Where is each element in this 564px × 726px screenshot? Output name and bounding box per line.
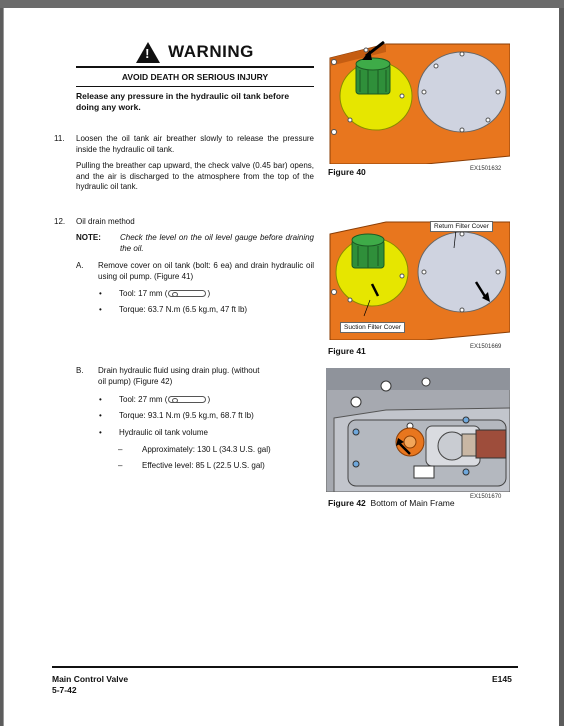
return-filter-cover-label: Return Filter Cover (430, 221, 493, 232)
main-frame-bottom-illustration (326, 368, 510, 492)
note-text: Check the level on the oil level gauge before draining the oil. (120, 233, 314, 253)
figure-40-code: EX1501632 (470, 166, 502, 172)
figure-40-image (326, 40, 510, 164)
sub-b-torque: • Torque: 93.1 N.m (9.5 kg.m, 68.7 ft lb) (119, 411, 254, 422)
sub-b-tool-text: Tool: 27 mm ( (119, 395, 168, 404)
warning-box (76, 38, 314, 113)
sub-b-text: Drain hydraulic fluid using drain plug. (without oil pump) (Figure 42) (98, 366, 260, 386)
hydraulic-tank-top-illustration (326, 40, 510, 164)
warning-rule-top (76, 66, 314, 68)
sub-a-torque: • Torque: 63.7 N.m (6.5 kg.m, 47 ft lb) (119, 305, 247, 316)
sub-a-label: A. (76, 261, 84, 270)
footer-page-number: 5-7-42 (52, 685, 77, 695)
figure-42-caption (328, 498, 455, 508)
warning-heading (76, 38, 314, 66)
footer-section: Main Control Valve (52, 674, 129, 684)
sub-a-tool-text: Tool: 17 mm ( (119, 289, 168, 298)
sub-b-label: B. (76, 366, 84, 375)
sub-b-approx: – Approximately: 130 L (34.3 U.S. gal) (142, 445, 271, 456)
sub-b-volume-label: • Hydraulic oil tank volume (119, 428, 208, 439)
sub-a-tool-close: ) (207, 289, 211, 298)
sub-b-tool (119, 395, 210, 406)
sub-b-effective: – Effective level: 85 L (22.5 U.S. gal) (142, 461, 265, 472)
footer-rule (52, 666, 518, 668)
viewer-top-bar (0, 0, 564, 8)
sub-a-text: Remove cover on oil tank (bolt: 6 ea) and drain hydraulic oil using oil pump. (Figure 41) (98, 261, 314, 281)
sub-b-tool-close: ) (207, 395, 211, 404)
step-11-text: Loosen the oil tank air breather slowly to release the pressure inside the hydraulic oil tank. (76, 134, 314, 154)
wrench-icon (168, 396, 206, 403)
figure-41-caption: Figure 41 (328, 346, 366, 356)
figure-42-image (326, 368, 510, 492)
step-11-number: 11. (54, 134, 65, 143)
footer-model: E145 (492, 674, 512, 684)
warning-triangle-icon (136, 42, 160, 63)
figure-42-caption-label: Figure 42 (328, 498, 366, 508)
suction-filter-cover-label: Suction Filter Cover (340, 322, 405, 333)
warning-rule-bottom (76, 86, 314, 88)
warning-title: WARNING (168, 42, 254, 61)
figure-41-code: EX1501669 (470, 344, 502, 350)
step-12-title: Oil drain method (76, 217, 135, 226)
wrench-icon (168, 290, 206, 297)
figure-42-code: EX1501670 (470, 494, 502, 500)
figure-40-caption: Figure 40 (328, 167, 366, 177)
step-12-number: 12. (54, 217, 66, 226)
figure-42-caption-title: Bottom of Main Frame (370, 498, 455, 508)
sub-a-tool (119, 289, 210, 300)
warning-subtitle: AVOID DEATH OR SERIOUS INJURY (121, 71, 269, 82)
warning-body: Release any pressure in the hydraulic oil tank before doing any work. (76, 91, 290, 112)
step-11-detail: Pulling the breather cap upward, the check valve (0.45 bar) opens, and the air is discharged to the atmosphere from the top of the hydraulic oil tank. (76, 161, 314, 191)
note-label: NOTE: (76, 233, 101, 242)
